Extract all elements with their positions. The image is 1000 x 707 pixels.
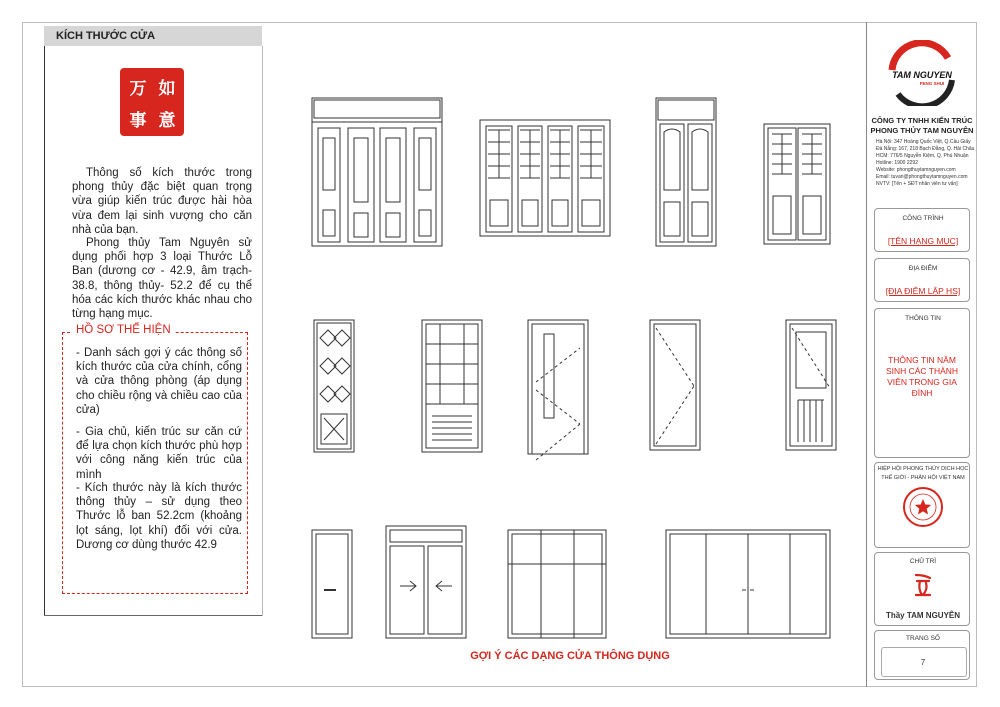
door-drawing	[764, 124, 830, 244]
left-divider	[44, 46, 45, 616]
company-name	[868, 116, 976, 136]
association-block	[874, 462, 970, 548]
logo-subtext: FENG SHUI	[919, 81, 945, 86]
contact-danang: Đà Nẵng: 167, 218 Bạch Đằng, Q. Hải Châu	[876, 146, 975, 152]
record-item-2: - Gia chủ, kiến trúc sư căn cứ để lựa chọn kích thước phù hợp với công năng kiến trúc của mình	[76, 426, 242, 481]
host-label: CHỦ TRÌ	[909, 558, 937, 565]
record-title: HỒ SƠ THỂ HIỆN	[72, 324, 175, 336]
info-label: THÔNG TIN	[905, 315, 941, 322]
info-value: THÔNG TIN NĂM SINH CÁC THÀNH VIÊN TRONG GIA ĐÌNH	[885, 355, 959, 398]
company-logo	[882, 40, 962, 106]
door-drawing	[656, 98, 716, 246]
page-number: 7	[920, 658, 926, 667]
door-drawing	[528, 320, 588, 460]
door-drawing	[480, 120, 610, 236]
association-line1: HIỆP HỘI PHONG THỦY DỊCH HỌC	[877, 466, 969, 472]
host-block	[874, 552, 970, 626]
project-value: [TÊN HẠNG MỤC]	[887, 236, 959, 246]
door-drawing	[422, 320, 482, 452]
seal-glyph: 事	[129, 111, 147, 131]
door-drawing	[508, 530, 606, 638]
section-title: KÍCH THƯỚC CỬA	[56, 30, 156, 42]
seal-glyph: 如	[158, 79, 176, 99]
contact-website: Website: phongthuytamnguyen.com	[876, 167, 956, 173]
record-item-3: - Kích thước này là kích thước thông thủy – sử dụng theo Thước lỗ ban 52.2cm (khoảng lọt sáng, lọt khí) đối với cửa. Dương cơ dùng thước 42.9	[76, 482, 242, 551]
project-block	[874, 208, 970, 252]
contact-email: Email: tuvan@phongthuytamnguyen.com	[876, 174, 968, 180]
company-name-line1: CÔNG TY TNHH KIẾN TRÚC	[871, 116, 973, 125]
door-drawings	[290, 90, 850, 650]
info-block	[874, 308, 970, 458]
contact-consultant: NVTV: [Tên + SĐT nhân viên tư vấn]	[876, 181, 958, 187]
project-label: CÔNG TRÌNH	[902, 215, 944, 222]
door-drawing	[666, 530, 830, 638]
seal-glyph: 万	[129, 79, 147, 99]
location-label: ĐỊA ĐIỂM	[908, 265, 938, 272]
door-drawing	[312, 98, 442, 246]
association-line2: THẾ GIỚI - PHÂN HỘI VIỆT NAM	[881, 475, 965, 481]
company-name-line2: PHONG THỦY TAM NGUYÊN	[870, 126, 974, 135]
location-value: [ĐỊA ĐIỂM LẬP HS]	[885, 286, 961, 296]
calligraphy-seal	[120, 68, 184, 136]
door-drawing	[386, 526, 466, 638]
door-drawing	[650, 320, 700, 450]
association-seal-icon	[902, 486, 944, 528]
record-item-1: - Danh sách gợi ý các thông số kích thước của cửa chính, cổng và cửa thông phòng (áp dụng cho chiều rộng và chiều cao của cửa)	[76, 347, 242, 416]
content-divider	[262, 46, 263, 616]
door-drawing	[786, 320, 836, 450]
signature-seal-icon	[912, 571, 934, 599]
intro-paragraph-2: Phong thủy Tam Nguyên sử dụng phối hợp 3 loại Thước Lỗ Ban (dương cơ - 42.9, âm trạch- 38.8, thông thủy- 52.2 để cụ thể hóa các kích thước khác nhau cho từng hạng mục.	[72, 237, 252, 321]
intro-paragraph-1: Thông số kích thước trong phong thủy đặc biệt quan trọng vừa giúp kiến trúc được hài hòa vừa đem lại sinh vượng cho căn nhà của bạn.	[72, 167, 252, 236]
location-block	[874, 258, 970, 302]
seal-glyph: 意	[158, 111, 176, 131]
left-bottom-divider	[44, 615, 263, 616]
contact-hotline: Hotline: 1900 2292	[876, 160, 918, 166]
section-header	[44, 26, 262, 46]
logo-text: TAM NGUYEN	[892, 70, 952, 80]
host-name: Thầy TAM NGUYÊN	[885, 611, 961, 620]
door-drawing	[312, 530, 352, 638]
page-label: TRANG SỐ	[906, 635, 940, 642]
contact-hanoi: Hà Nội: 347 Hoàng Quốc Việt, Q.Cầu Giấy	[876, 139, 971, 145]
contact-hcm: HCM: 776/5 Nguyễn Kiệm, Q. Phú Nhuận	[876, 153, 969, 159]
door-drawing	[314, 320, 354, 452]
page-block	[874, 630, 970, 680]
door-caption: GỢI Ý CÁC DẠNG CỬA THÔNG DỤNG	[470, 650, 670, 662]
